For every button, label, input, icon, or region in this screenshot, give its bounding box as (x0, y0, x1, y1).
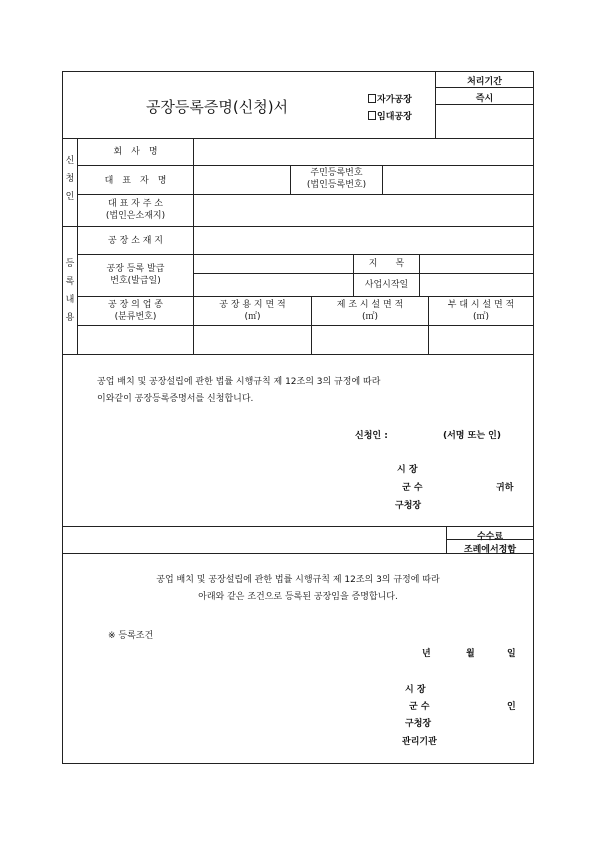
address-field[interactable] (194, 195, 533, 226)
form-title: 공장등록증명(신청)서 (145, 98, 289, 116)
reg-date-field[interactable] (194, 274, 353, 296)
aux-area-label (429, 299, 533, 323)
representative-field[interactable] (194, 166, 290, 194)
issuer-county-head: 군 수 (409, 702, 430, 712)
factory-type-owned-label: 자가공장 (377, 95, 412, 105)
applicant-name-field[interactable] (400, 424, 440, 440)
registration-section-label (63, 258, 77, 324)
operation-start-label: 사업시작일 (364, 280, 409, 290)
label-char: 록 (65, 277, 75, 287)
date-day: 일 (507, 649, 516, 659)
label-char: 내 (65, 295, 75, 305)
label-char: 신 (65, 156, 75, 166)
company-name-label: 회 사 명 (113, 147, 158, 157)
processing-period-value: 즉시 (475, 94, 494, 104)
land-category-label: 지 목 (368, 259, 405, 269)
reg-number-line2: 번호(발급일) (110, 276, 161, 286)
label-char: 인 (65, 192, 75, 202)
address-line2: (법인은소재지) (105, 211, 166, 221)
industry-label (78, 299, 193, 323)
site-area-line1: 공 장 용 지 면 적 (219, 300, 286, 310)
site-area-line2: (㎡) (244, 312, 261, 322)
address-line1: 대 표 자 주 소 (108, 199, 163, 209)
certification-statement (62, 572, 534, 606)
land-category-field[interactable] (420, 255, 533, 273)
label-char: 용 (65, 313, 75, 323)
resident-no-line1: 주민등록번호 (310, 168, 363, 178)
mfg-area-line1: 제 조 시 설 면 적 (336, 300, 404, 310)
checkbox-icon[interactable] (368, 94, 376, 103)
recipient-mayor: 시 장 (397, 465, 418, 475)
resident-no-line2: (법인등록번호) (306, 180, 367, 190)
applicant-section-label (63, 155, 77, 203)
label-char: 등 (65, 259, 75, 269)
factory-location-label: 공 장 소 재 지 (108, 236, 163, 246)
factory-type-leased-label: 임대공장 (377, 112, 412, 122)
company-name-field[interactable] (194, 139, 533, 165)
site-area-label (194, 299, 311, 323)
factory-type-owned[interactable] (368, 92, 412, 105)
fee-value: 조례에서정함 (463, 545, 517, 555)
certification-line1: 공업 배치 및 공장설립에 관한 법률 시행규칙 제 12조의 3의 규정에 따라 (156, 575, 440, 585)
issuer-mayor: 시 장 (405, 685, 426, 695)
operation-start-field[interactable] (420, 274, 533, 296)
aux-area-line1: 부 대 시 설 면 적 (447, 300, 515, 310)
factory-type-leased[interactable] (368, 109, 412, 122)
site-area-field[interactable] (194, 326, 311, 354)
signature-label: (서명 또는 인) (443, 431, 501, 441)
address-label (78, 198, 193, 222)
reg-number-label (78, 263, 193, 287)
aux-area-field[interactable] (429, 326, 533, 354)
mfg-area-line2: (㎡) (361, 312, 379, 322)
mfg-area-label (312, 299, 428, 323)
industry-line1: 공 장 의 업 종 (108, 300, 163, 310)
resident-no-label (291, 167, 382, 191)
aux-area-line2: (㎡) (472, 312, 490, 322)
issuer-district-head: 구청장 (405, 719, 432, 729)
representative-label: 대 표 자 명 (104, 176, 167, 186)
seal-label: 인 (507, 702, 516, 712)
mfg-area-field[interactable] (312, 326, 428, 354)
application-line1: 공업 배치 및 공장설립에 관한 법률 시행규칙 제 12조의 3의 규정에 따라 (97, 377, 381, 387)
industry-line2: (분류번호) (114, 312, 157, 322)
date-year: 년 (422, 649, 431, 659)
registration-conditions: ※ 등록조건 (108, 631, 154, 641)
date-month: 월 (466, 649, 475, 659)
application-statement (97, 374, 380, 408)
checkbox-icon[interactable] (368, 111, 376, 120)
reg-number-line1: 공장 등록 발급 (106, 264, 165, 274)
application-line2: 이와같이 공장등록증명서를 신청합니다. (97, 394, 254, 404)
reg-number-field[interactable] (194, 255, 353, 273)
recipient-district-head: 구청장 (395, 501, 422, 511)
industry-field[interactable] (78, 326, 193, 354)
label-char: 청 (65, 174, 75, 184)
honorific: 귀하 (496, 483, 514, 493)
issuer-managing-agency: 관리기관 (402, 737, 437, 747)
recipient-county-head: 군 수 (402, 483, 423, 493)
resident-no-field[interactable] (383, 166, 533, 194)
factory-location-field[interactable] (194, 227, 533, 254)
certification-line2: 아래와 같은 조건으로 등록된 공장임을 증명합니다. (198, 592, 398, 602)
fee-label: 수수료 (476, 532, 504, 542)
applicant-label: 신청인 : (355, 431, 388, 441)
processing-period-label: 처리기간 (467, 77, 502, 87)
